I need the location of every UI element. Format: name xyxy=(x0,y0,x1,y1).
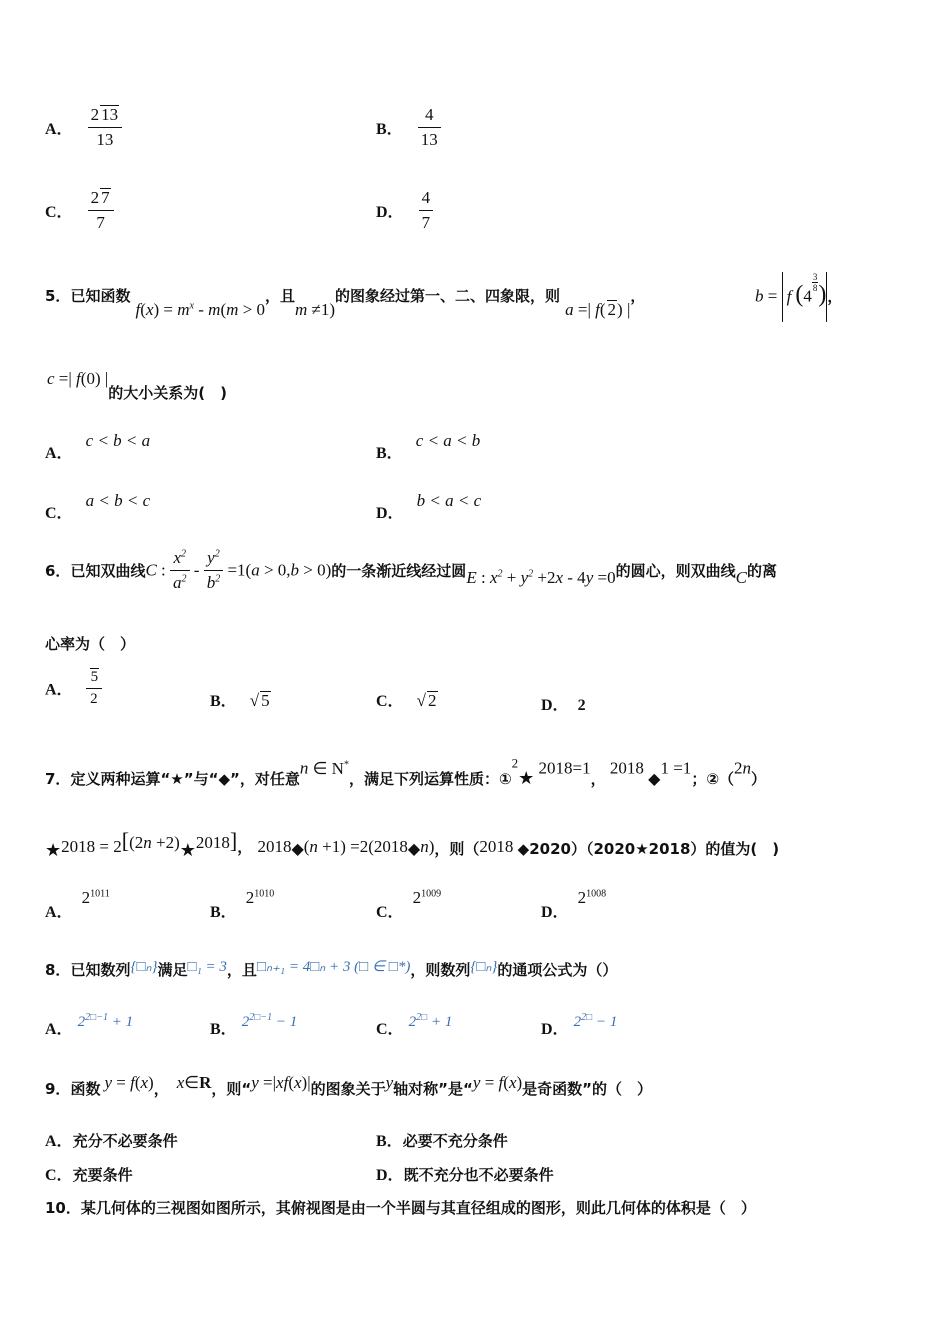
diamond-icon: ◆ xyxy=(407,839,421,858)
question-5-line-2: c =| f(0) |的大小关系为( ) xyxy=(47,369,227,402)
formula-image: {□ₙ} xyxy=(470,959,498,975)
question-number: 8． xyxy=(45,961,71,979)
formula-b: b = f (4 $\frac{3}{8}$ )， xyxy=(755,272,842,322)
q5-option-d[interactable] xyxy=(376,488,482,522)
q7-option-c[interactable] xyxy=(376,885,442,921)
q4-option-a[interactable] xyxy=(45,105,122,150)
option-text: 2 xyxy=(577,697,586,714)
question-number: 7． xyxy=(45,769,71,788)
option-label: C． xyxy=(45,1167,73,1184)
formula-image: $2^{2□} + 1$ xyxy=(408,1012,453,1030)
question-number: 10． xyxy=(45,1199,81,1217)
formula-hyperbola: C xyxy=(145,560,157,580)
q5-option-a[interactable] xyxy=(45,428,151,462)
option-text: c < b < a xyxy=(85,431,151,450)
question-8-line: 8．已知数列{□ₙ}满足□₁ = 3，且□ₙ₊₁ = 4□ₙ + 3 (□ ∈ □*)，则数列{□ₙ}的通项公式为（） xyxy=(45,959,618,979)
q8-option-c[interactable] xyxy=(376,1008,453,1038)
option-label: A． xyxy=(45,1021,73,1038)
option-label: D． xyxy=(541,904,569,921)
option-text: 既不充分也不必要条件 xyxy=(403,1166,554,1184)
star-icon: ★ xyxy=(518,767,535,789)
question-text: 某几何体的三视图如图所示，其俯视图是由一个半圆与其直径组成的图形，则此几何体的体积是（ ） xyxy=(80,1199,756,1217)
q6-option-c[interactable] xyxy=(376,688,438,711)
star-icon: ★ xyxy=(179,840,196,861)
question-number: 9． xyxy=(45,1080,71,1098)
option-text: $2^{1008}$ xyxy=(577,888,607,907)
formula-image: $2^{2□-1} + 1$ xyxy=(77,1012,134,1030)
question-6-line-2: 心率为（ ） xyxy=(45,635,136,653)
q6-option-b[interactable] xyxy=(210,688,271,711)
diamond-icon: ◆ xyxy=(648,768,661,788)
question-number: 5． xyxy=(45,287,71,305)
formula-yfx: y xyxy=(104,1073,112,1092)
fraction: $\frac{4}{7}$ xyxy=(419,188,434,233)
q9-option-a[interactable] xyxy=(45,1128,178,1151)
formula-image: {□ₙ} xyxy=(130,959,158,975)
q6-option-a[interactable] xyxy=(45,668,102,708)
option-text: √ 5 xyxy=(249,691,270,710)
question-9-line: 9．函数 y = f(x)， x∈R，则“y =|xf(x)|的图象关于y轴对称”是“y = f(x)是奇函数”的（ ） xyxy=(45,1073,653,1098)
option-text: a < b < c xyxy=(85,491,151,510)
option-text: b < a < c xyxy=(416,491,482,510)
option-label: A． xyxy=(45,904,73,921)
formula-circle: E xyxy=(466,568,477,587)
option-label: D． xyxy=(376,505,404,522)
star-icon: ★ xyxy=(45,840,62,861)
option-label: A． xyxy=(45,121,73,138)
option-label: B． xyxy=(376,445,403,462)
option-text: $2^{1009}$ xyxy=(412,888,442,907)
formula-image: □₁ = 3 xyxy=(187,959,227,975)
diamond-icon: ◆ xyxy=(291,839,304,858)
q9-option-c[interactable] xyxy=(45,1162,133,1185)
q5-option-c[interactable] xyxy=(45,488,151,522)
option-label: C． xyxy=(45,204,73,221)
option-label: A． xyxy=(45,445,73,462)
option-label: D． xyxy=(541,1021,569,1038)
option-text: $2^{1010}$ xyxy=(245,888,275,907)
option-label: C． xyxy=(376,1021,404,1038)
option-text: √ 2 xyxy=(416,691,437,710)
q6-option-d[interactable] xyxy=(541,692,586,715)
question-7-line-2: ★2018 = 2[(2n +2)★2018]， 2018◆(n +1) =2(2018◆n)，则（2018 ◆2020）（2020★2018）的值为( ) xyxy=(45,828,780,861)
option-text: 充要条件 xyxy=(72,1166,133,1184)
question-number: 6． xyxy=(45,562,71,580)
formula-c: c xyxy=(47,369,55,388)
q8-option-a[interactable] xyxy=(45,1008,134,1038)
option-text: 必要不充分条件 xyxy=(402,1132,508,1150)
option-label: C． xyxy=(45,505,73,522)
question-5-line-1: 5．已知函数 $f(x) = m^x - m(m > 0$，且m ≠1)的图象经过第一、二、四象限，则 a =| f( 2) |， xyxy=(45,287,646,319)
q7-option-b[interactable] xyxy=(210,885,275,921)
option-label: B． xyxy=(376,1133,403,1150)
option-label: B． xyxy=(210,904,237,921)
fraction: $\frac{5}{2}$ xyxy=(86,668,103,708)
formula-a: a xyxy=(565,300,574,319)
formula-fx: f xyxy=(135,300,141,319)
q7-option-a[interactable] xyxy=(45,885,110,921)
question-7-line-1: 7．定义两种运算“★”与“◆”，对任意n ∈ N*，满足下列运算性质：①$^2$★ 2018=1， 2018 ◆1 =1；②（2n） xyxy=(45,755,767,789)
option-label: B． xyxy=(210,1021,237,1038)
q5-option-b[interactable] xyxy=(376,428,481,462)
q8-option-b[interactable] xyxy=(210,1008,298,1038)
question-6-line-1: 6．已知双曲线C : $\frac{x^2}{a^2}$ - $\frac{y^2}{b^2}$ =1(a > 0,b > 0)的一条渐近线经过圆E : $x^2 + y^2 +2x - 4y =0$的圆心，则双曲线C的离 xyxy=(45,548,777,592)
q9-option-b[interactable] xyxy=(376,1128,508,1151)
q4-option-c[interactable] xyxy=(45,188,114,233)
q4-option-d[interactable] xyxy=(376,188,433,233)
formula-image: $2^{2□-1} - 1$ xyxy=(241,1012,298,1030)
formula-image: $2^{2□} - 1$ xyxy=(573,1012,618,1030)
fraction: $\frac{2 13}{13}$ xyxy=(88,105,123,150)
option-label: D． xyxy=(376,1167,404,1184)
fraction: $\frac{2 7}{7}$ xyxy=(88,188,114,233)
option-label: A． xyxy=(45,1133,73,1150)
option-text: $2^{1011}$ xyxy=(81,888,110,907)
option-label: D． xyxy=(541,697,569,714)
q7-option-d[interactable] xyxy=(541,885,607,921)
formula-image: □ₙ₊₁ = 4□ₙ + 3 (□ ∈ □*) xyxy=(256,959,411,975)
option-label: C． xyxy=(376,693,404,710)
formula-m-cond: m xyxy=(295,300,308,319)
q8-option-d[interactable] xyxy=(541,1008,618,1038)
option-text: 充分不必要条件 xyxy=(72,1132,178,1150)
option-label: D． xyxy=(376,204,404,221)
question-10-line xyxy=(45,1197,756,1218)
option-label: A． xyxy=(45,681,73,699)
option-label: C． xyxy=(376,904,404,921)
q9-option-d[interactable] xyxy=(376,1162,554,1185)
option-label: B． xyxy=(376,121,403,138)
fraction: $\frac{4}{13}$ xyxy=(418,105,441,150)
option-label: B． xyxy=(210,693,237,710)
q4-option-b[interactable] xyxy=(376,105,441,150)
option-text: c < a < b xyxy=(415,431,481,450)
